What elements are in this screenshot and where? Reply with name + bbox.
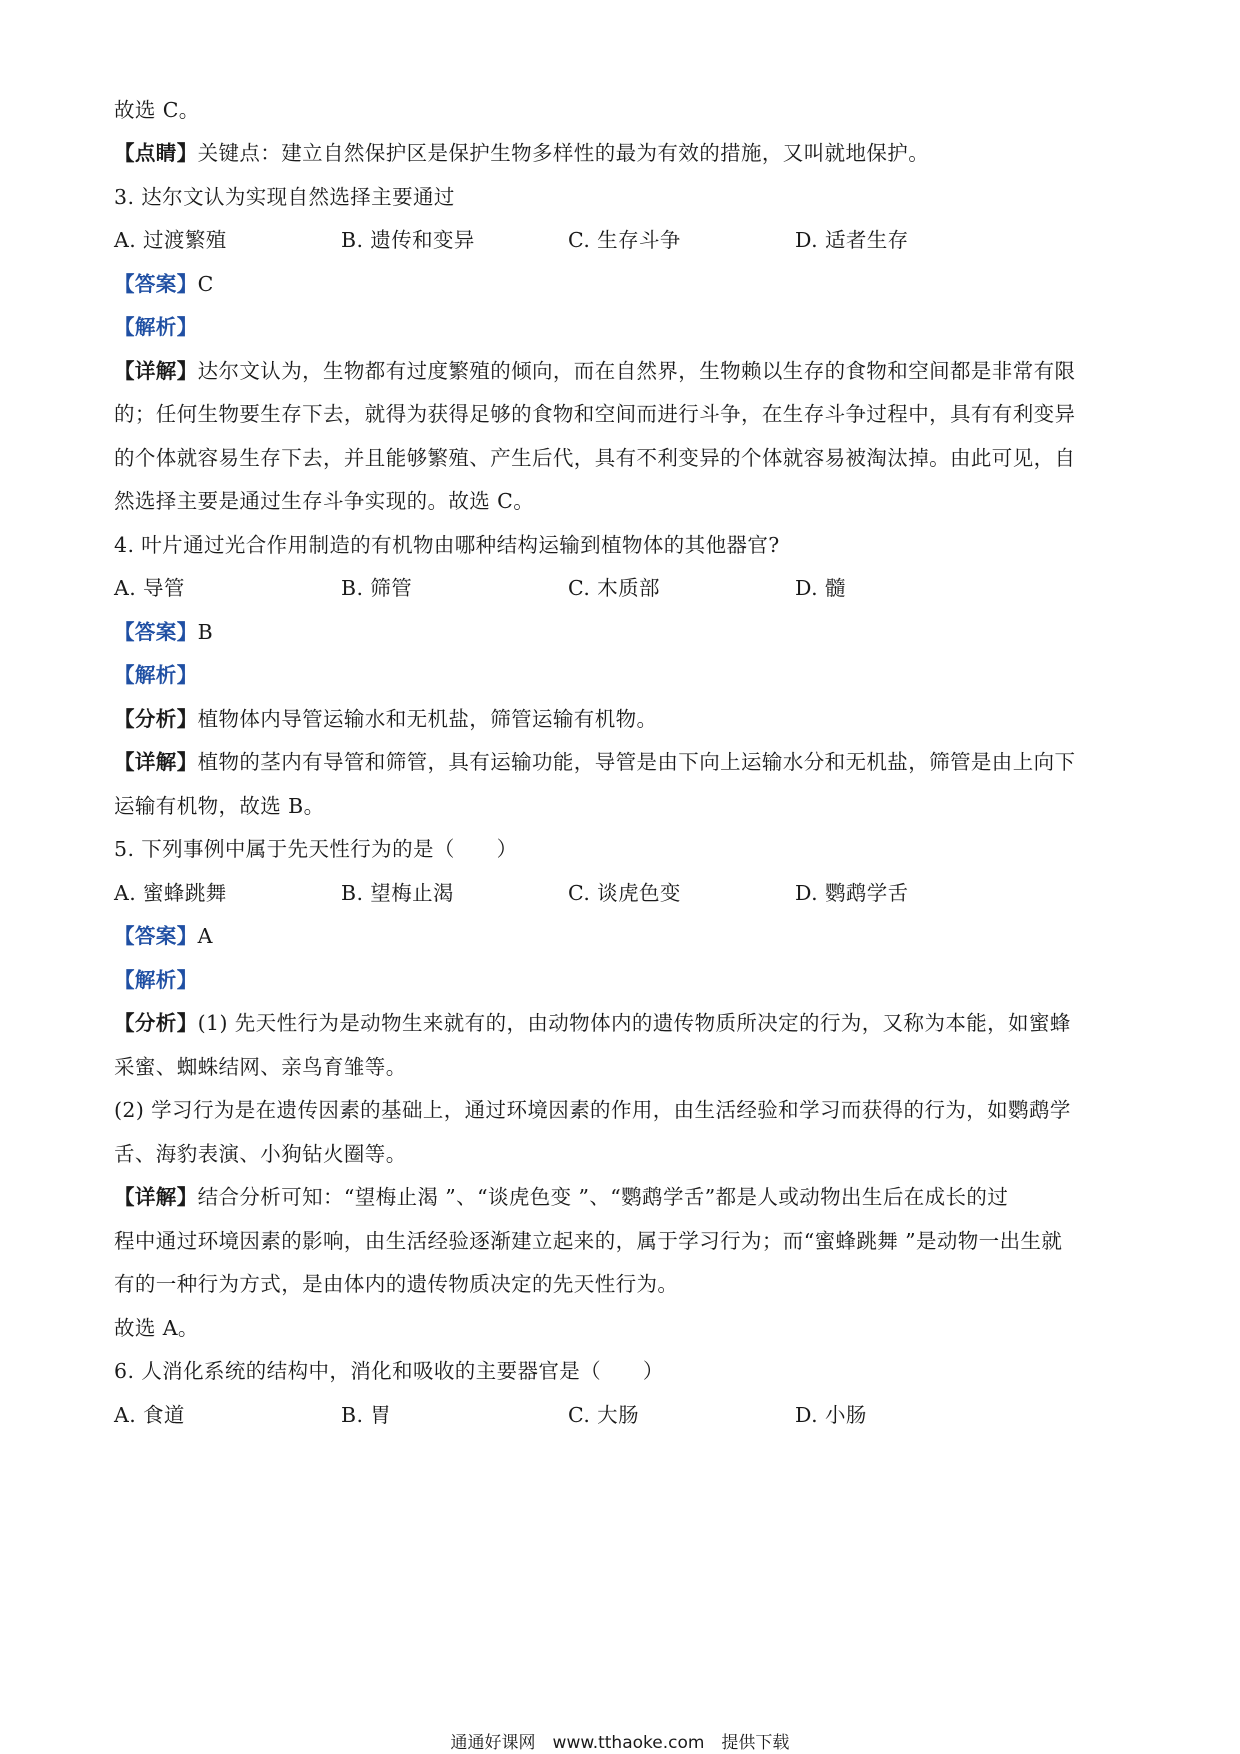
explanation-tag: 【详解】 — [114, 750, 198, 774]
option-d: D. 小肠 — [795, 1403, 867, 1427]
answer-line — [114, 618, 213, 646]
option-b: B. 望梅止渴 — [341, 881, 454, 905]
answer-value: C — [197, 272, 214, 296]
answer-line — [114, 922, 213, 950]
option-c: C. 大肠 — [568, 1403, 639, 1427]
analysis-line — [114, 1009, 1071, 1037]
answer-line — [114, 270, 214, 298]
option-c: C. 谈虎色变 — [568, 881, 681, 905]
question-3: 3. 达尔文认为实现自然选择主要通过 — [114, 185, 455, 209]
analysis-line — [114, 705, 657, 733]
explanation-line: 有的一种行为方式，是由体内的遗传物质决定的先天性行为。 — [114, 1272, 679, 1296]
question-5: 5. 下列事例中属于先天性行为的是（ ） — [114, 837, 518, 861]
option-a: A. 蜜蜂跳舞 — [114, 881, 227, 905]
explanation-line — [114, 357, 1075, 385]
explanation-text: 植物的茎内有导管和筛管，具有运输功能，导管是由下向上运输水分和无机盐，筛管是由上向下 — [197, 750, 1076, 774]
key-point-text: 关键点：建立自然保护区是保护生物多样性的最为有效的措施，又叫就地保护。 — [197, 141, 930, 165]
key-point-tag: 【点睛】 — [114, 141, 198, 165]
analysis-text: 植物体内导管运输水和无机盐，筛管运输有机物。 — [197, 707, 658, 731]
option-a: A. 过渡繁殖 — [114, 228, 227, 252]
option-a: A. 导管 — [114, 576, 185, 600]
analysis-text: (1) 先天性行为是动物生来就有的，由动物体内的遗传物质所决定的行为，又称为本能，如蜜蜂 — [197, 1011, 1071, 1035]
option-b: B. 筛管 — [341, 576, 413, 600]
explanation-line — [114, 1183, 1008, 1211]
analysis-line: (2) 学习行为是在遗传因素的基础上，通过环境因素的作用，由生活经验和学习而获得的行为，如鹦鹉学 — [114, 1098, 1071, 1122]
page-footer: 通通好课网 www.tthaoke.com 提供下载 — [450, 1733, 790, 1753]
option-d: D. 鹦鹉学舌 — [795, 881, 909, 905]
analysis-heading: 【解析】 — [114, 315, 198, 339]
explanation-text: 达尔文认为，生物都有过度繁殖的倾向，而在自然界，生物赖以生存的食物和空间都是非常有限 — [197, 359, 1076, 383]
answer-tag: 【答案】 — [114, 620, 198, 644]
explanation-line: 的个体就容易生存下去，并且能够繁殖、产生后代，具有不利变异的个体就容易被淘汰掉。由此可见，自 — [114, 446, 1076, 470]
option-d: D. 适者生存 — [795, 228, 909, 252]
question-6: 6. 人消化系统的结构中，消化和吸收的主要器官是（ ） — [114, 1359, 664, 1383]
conclusion-line: 故选 C。 — [114, 98, 200, 122]
option-a: A. 食道 — [114, 1403, 185, 1427]
key-point-line — [114, 139, 929, 167]
answer-value: A — [197, 924, 213, 948]
explanation-line: 的；任何生物要生存下去，就得为获得足够的食物和空间而进行斗争，在生存斗争过程中，具有有利变异 — [114, 402, 1076, 426]
option-b: B. 遗传和变异 — [341, 228, 475, 252]
explanation-line — [114, 748, 1075, 776]
analysis-heading: 【解析】 — [114, 663, 198, 687]
option-b: B. 胃 — [341, 1403, 392, 1427]
explanation-tag: 【详解】 — [114, 359, 198, 383]
conclusion-line: 故选 A。 — [114, 1316, 199, 1340]
answer-value: B — [197, 620, 214, 644]
explanation-line: 程中通过环境因素的影响，由生活经验逐渐建立起来的，属于学习行为；而“蜜蜂跳舞 ”是动物一出生就 — [114, 1229, 1063, 1253]
answer-tag: 【答案】 — [114, 924, 198, 948]
option-c: C. 木质部 — [568, 576, 660, 600]
analysis-heading: 【解析】 — [114, 968, 198, 992]
explanation-line: 然选择主要是通过生存斗争实现的。故选 C。 — [114, 489, 535, 513]
option-c: C. 生存斗争 — [568, 228, 681, 252]
analysis-tag: 【分析】 — [114, 707, 198, 731]
explanation-text: 结合分析可知：“望梅止渴 ”、“谈虎色变 ”、“鹦鹉学舌”都是人或动物出生后在成长的过 — [197, 1185, 1009, 1209]
analysis-line: 舌、海豹表演、小狗钻火圈等。 — [114, 1142, 407, 1166]
explanation-line: 运输有机物，故选 B。 — [114, 794, 325, 818]
option-d: D. 髓 — [795, 576, 846, 600]
analysis-line: 采蜜、蜘蛛结网、亲鸟育雏等。 — [114, 1055, 407, 1079]
analysis-tag: 【分析】 — [114, 1011, 198, 1035]
question-4: 4. 叶片通过光合作用制造的有机物由哪种结构运输到植物体的其他器官? — [114, 533, 780, 557]
explanation-tag: 【详解】 — [114, 1185, 198, 1209]
answer-tag: 【答案】 — [114, 272, 198, 296]
